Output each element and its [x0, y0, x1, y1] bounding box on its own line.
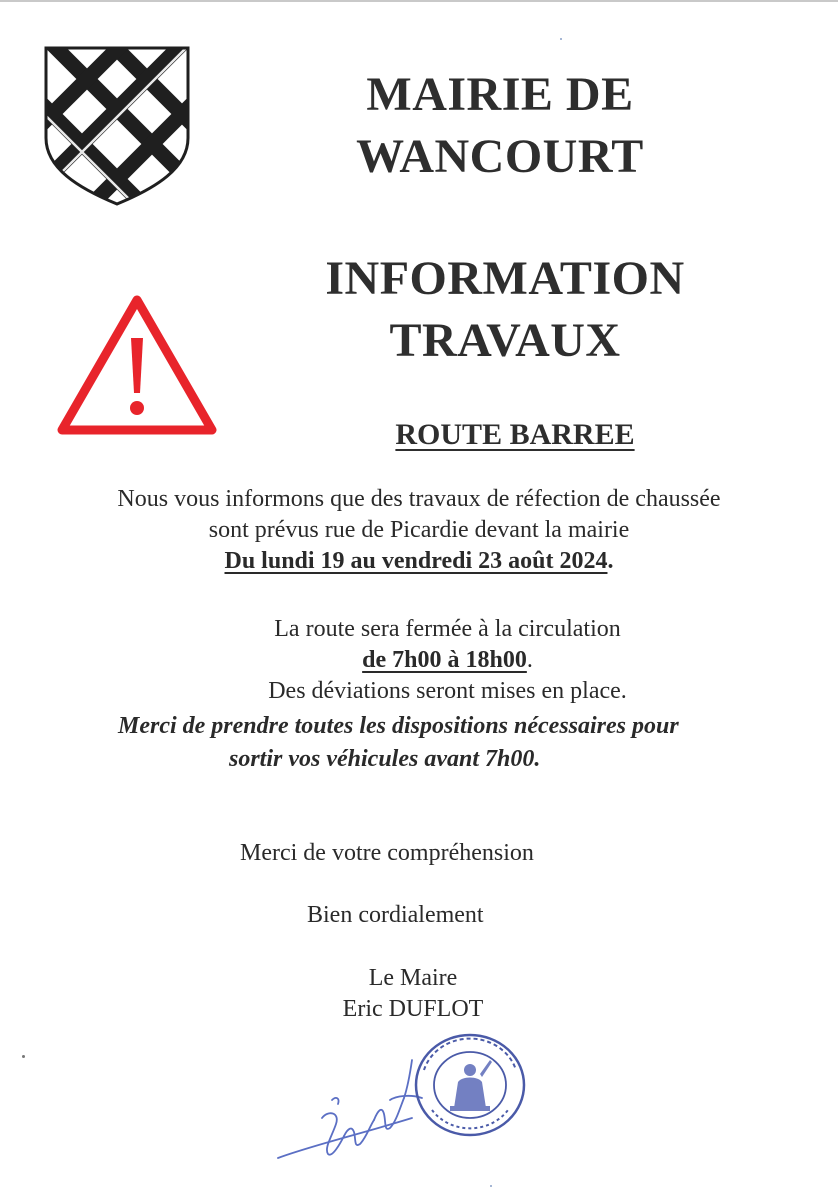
page-title-line1: MAIRIE DE [366, 68, 634, 121]
closure-line1: La route sera fermée à la circulation [274, 616, 621, 642]
notice-dates-suffix: . [607, 548, 614, 574]
notice-line2: sont prévus rue de Picardie devant la mairie [208, 517, 630, 543]
closure-hours: de 7h00 à 18h00 [362, 647, 527, 673]
notice-line1: Nous vous informons que des travaux de réfection de chaussée [117, 486, 721, 512]
closure-italic-line2: sortir vos véhicules avant 7h00. [229, 746, 541, 772]
signatory-name: Eric DUFLOT [342, 996, 484, 1022]
closure-hours-row [150, 645, 745, 676]
notice-dates-row [30, 546, 808, 577]
closing-thanks: Merci de votre compréhension [240, 840, 534, 866]
closing-regards: Bien cordialement [307, 902, 484, 928]
scan-edge [0, 0, 838, 2]
closure-hours-suffix: . [526, 647, 533, 673]
closure-italic-line1: Merci de prendre toutes les dispositions nécessaires pour [118, 713, 679, 739]
coat-of-arms-icon [44, 46, 190, 206]
warning-triangle-icon [52, 290, 222, 440]
info-title-line1: INFORMATION [325, 252, 685, 305]
info-title-line2: TRAVAUX [389, 314, 621, 367]
signatory-role: Le Maire [368, 965, 458, 991]
route-barree-heading: ROUTE BARREE [395, 418, 635, 451]
mairie-stamp [410, 1030, 530, 1140]
notice-dates: Du lundi 19 au vendredi 23 août 2024 [224, 548, 608, 574]
scan-speck [490, 1185, 492, 1187]
scan-speck [560, 38, 562, 40]
closure-line3: Des déviations seront mises en place. [268, 678, 627, 704]
scan-speck [22, 1055, 25, 1058]
page-title-line2: WANCOURT [356, 130, 644, 183]
